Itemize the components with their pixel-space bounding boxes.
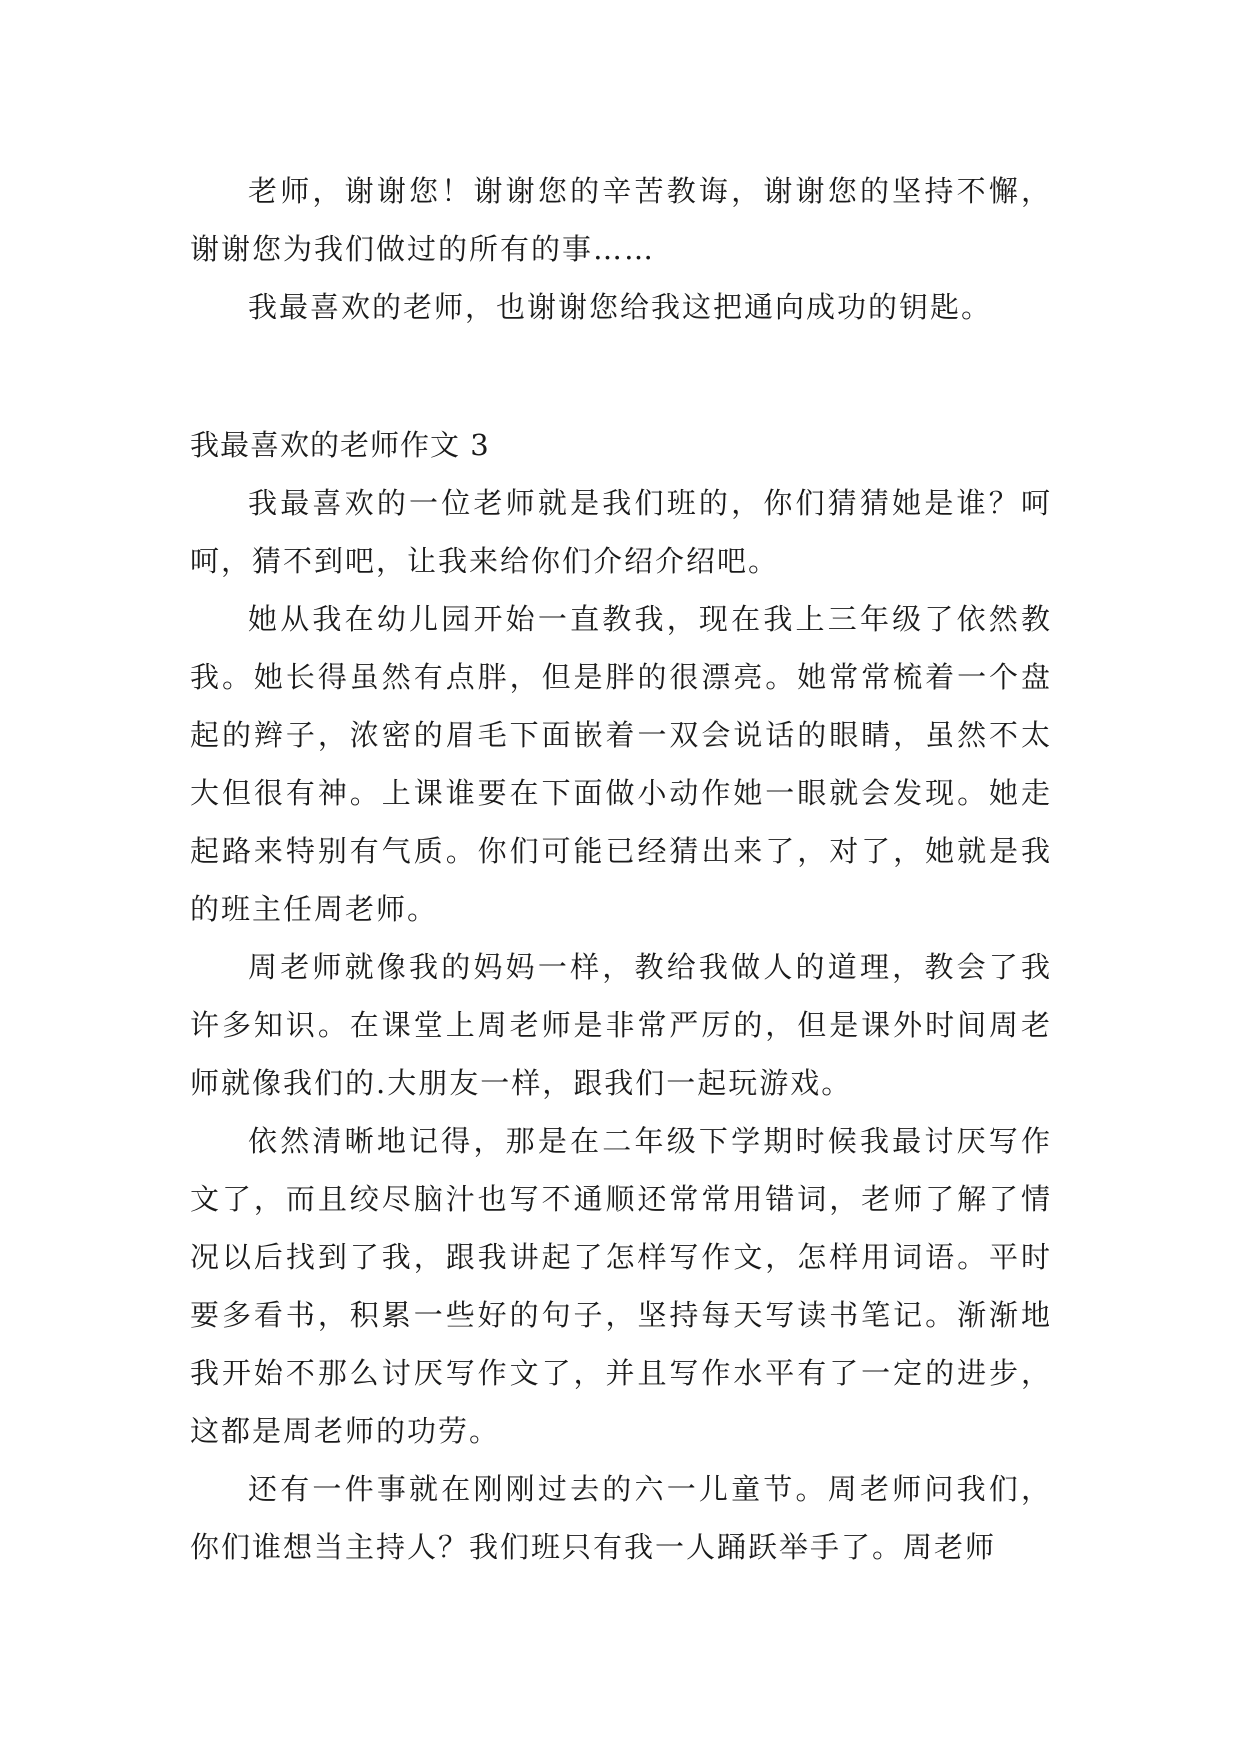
document-body (190, 162, 1052, 1576)
paragraph-thanks: 老师，谢谢您！谢谢您的辛苦教诲，谢谢您的坚持不懈，谢谢您为我们做过的所有的事…… (190, 174, 1052, 266)
section-gap (190, 336, 1052, 416)
paragraph-description: 她从我在幼儿园开始一直教我，现在我上三年级了依然教我。她长得虽然有点胖，但是胖的很漂亮。她常常梳着一个盘起的辫子，浓密的眉毛下面嵌着一双会说话的眼睛，虽然不太大但很有神。上课谁要在下面做小动作她一眼就会发现。她走起路来特别有气质。你们可能已经猜出来了，对了，她就是我的班主任周老师。 (190, 602, 1052, 926)
paragraph-like-mother: 周老师就像我的妈妈一样，教给我做人的道理，教会了我许多知识。在课堂上周老师是非常严厉的，但是课外时间周老师就像我们的.大朋友一样，跟我们一起玩游戏。 (190, 950, 1052, 1100)
paragraph-key-to-success: 我最喜欢的老师，也谢谢您给我这把通向成功的钥匙。 (248, 290, 993, 324)
paragraph-writing: 依然清晰地记得，那是在二年级下学期时候我最讨厌写作文了，而且绞尽脑汁也写不通顺还常常用错词，老师了解了情况以后找到了我，跟我讲起了怎样写作文，怎样用词语。平时要多看书，积累一些好的句子，坚持每天写读书笔记。渐渐地我开始不那么讨厌写作文了，并且写作水平有了一定的进步，这都是周老师的功劳。 (190, 1124, 1052, 1448)
paragraph-intro: 我最喜欢的一位老师就是我们班的，你们猜猜她是谁？呵呵，猜不到吧，让我来给你们介绍介绍吧。 (190, 486, 1052, 578)
section-title: 我最喜欢的老师作文 3 (190, 428, 490, 462)
paragraph-childrens-day: 还有一件事就在刚刚过去的六一儿童节。周老师问我们，你们谁想当主持人？我们班只有我一人踊跃举手了。周老师 (190, 1472, 1052, 1564)
